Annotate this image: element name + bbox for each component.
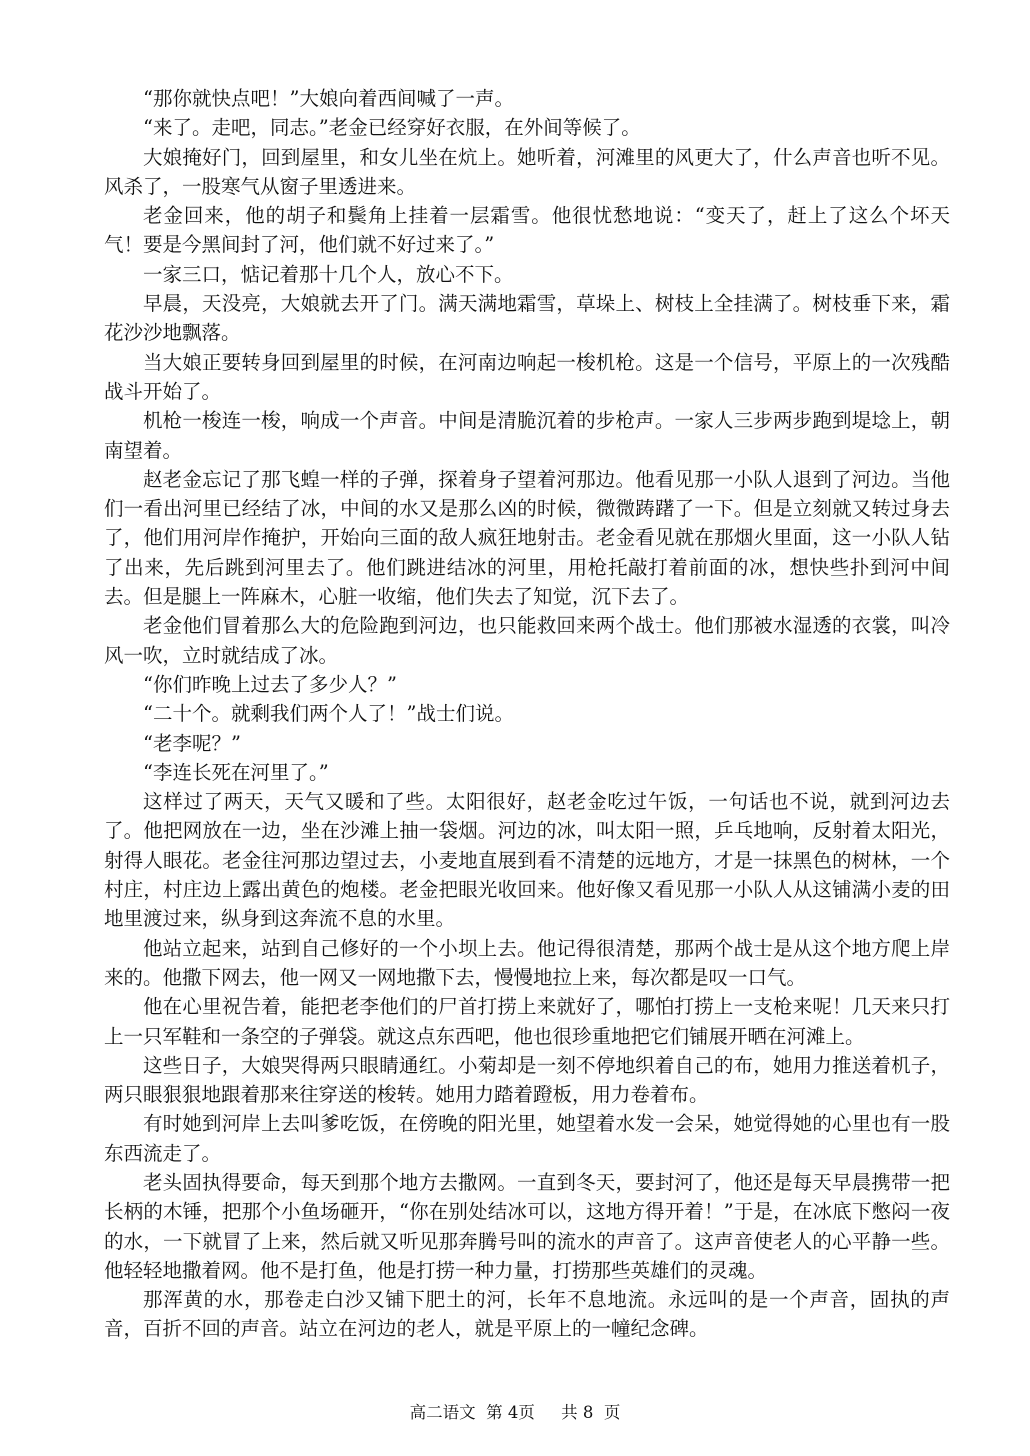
paragraph: 老金他们冒着那么大的危险跑到河边，也只能救回来两个战士。他们那被水湿透的衣裳，叫冷风一吹，立时就结成了冰。 bbox=[104, 614, 950, 667]
paragraph: 赵老金忘记了那飞蝗一样的子弹，探着身子望着河那边。他看见那一小队人退到了河边。当他们一看出河里已经结了冰，中间的水又是那么凶的时候，微微踌躇了一下。但是立刻就又转过身去了，他们用河岸作掩护，开始向三面的敌人疯狂地射击。老金看见就在那烟火里面，这一小队人钻了出来，先后跳到河里去了。他们跳进结冰的河里，用枪托敲打着前面的冰，想快些扑到河中间去。但是腿上一阵麻木，心脏一收缩，他们失去了知觉，沉下去了。 bbox=[104, 467, 950, 609]
paragraph: 他在心里祝告着，能把老李他们的尸首打捞上来就好了，哪怕打捞上一支枪来呢！几天来只打上一只军鞋和一条空的子弹袋。就这点东西吧，他也很珍重地把它们铺展开晒在河滩上。 bbox=[104, 995, 950, 1048]
paragraph: 一家三口，惦记着那十几个人，放心不下。 bbox=[143, 262, 514, 286]
paragraph: “那你就快点吧！”大娘向着西间喊了一声。 bbox=[143, 87, 514, 110]
paragraph: “老李呢？” bbox=[143, 731, 241, 755]
paragraph: 机枪一梭连一梭，响成一个声音。中间是清脆沉着的步枪声。一家人三步两步跑到堤埝上，朝南望着。 bbox=[104, 409, 950, 462]
paragraph: 这些日子，大娘哭得两只眼睛通红。小菊却是一刻不停地织着自己的布，她用力推送着机子，两只眼狠狠地跟着那来往穿送的梭转。她用力踏着蹬板，用力卷着布。 bbox=[104, 1053, 950, 1107]
paragraph: 大娘掩好门，回到屋里，和女儿坐在炕上。她听着，河滩里的风更大了，什么声音也听不见。风杀了，一股寒气从窗子里透进来。 bbox=[104, 145, 950, 198]
paragraph: 老头固执得要命，每天到那个地方去撒网。一直到冬天，要封河了，他还是每天早晨携带一把长柄的木锤，把那个小鱼场砸开，“你在别处结冰可以，这地方得开着！”于是，在冰底下憋闷一夜的水，一下就冒了上来，然后就又听见那奔腾号叫的流水的声音了。这声音使老人的心平静一些。他轻轻地撒着网。他不是打鱼，他是打捞一种力量，打捞那些英雄们的灵魂。 bbox=[104, 1170, 950, 1282]
paragraph: 这样过了两天，天气又暖和了些。太阳很好，赵老金吃过午饭，一句话也不说，就到河边去了。他把网放在一边，坐在沙滩上抽一袋烟。河边的冰，叫太阳一照，乒乓地响，反射着太阳光，射得人眼花。老金往河那边望过去，小麦地直展到看不清楚的远地方，才是一抹黑色的树林，一个村庄，村庄边上露出黄色的炮楼。老金把眼光收回来。他好像又看见那一小队人从这铺满小麦的田地里渡过来，纵身到这奔流不息的水里。 bbox=[104, 790, 950, 931]
paragraph: “二十个。就剩我们两个人了！”战士们说。 bbox=[143, 702, 514, 726]
paragraph: “来了。走吧，同志。”老金已经穿好衣服，在外间等候了。 bbox=[143, 116, 641, 140]
paragraph: 早晨，天没亮，大娘就去开了门。满天满地霜雪，草垛上、树枝上全挂满了。树枝垂下来，霜花沙沙地飘落。 bbox=[104, 292, 950, 345]
paragraph: 老金回来，他的胡子和鬓角上挂着一层霜雪。他很忧愁地说：“变天了，赶上了这么个坏天气！要是今黑间封了河，他们就不好过来了。” bbox=[104, 204, 950, 257]
paragraph: 那浑黄的水，那卷走白沙又铺下肥土的河，长年不息地流。永远叫的是一个声音，固执的声音，百折不回的声音。站立在河边的老人，就是平原上的一幢纪念碑。 bbox=[104, 1288, 950, 1341]
paragraph: “李连长死在河里了。” bbox=[143, 760, 329, 784]
paragraph: 当大娘正要转身回到屋里的时候，在河南边响起一梭机枪。这是一个信号，平原上的一次残酷战斗开始了。 bbox=[104, 350, 950, 403]
page-footer: 高二语文 第 4页 共 8 页 bbox=[409, 1403, 621, 1422]
paragraph: 他站立起来，站到自己修好的一个小坝上去。他记得很清楚，那两个战士是从这个地方爬上岸来的。他撒下网去，他一网又一网地撒下去，慢慢地拉上来，每次都是叹一口气。 bbox=[104, 936, 950, 989]
paragraph: 有时她到河岸上去叫爹吃饭，在傍晚的阳光里，她望着水发一会呆，她觉得她的心里也有一股东西流走了。 bbox=[104, 1112, 950, 1165]
article-body bbox=[104, 84, 950, 1344]
paragraph: “你们昨晚上过去了多少人？” bbox=[143, 672, 397, 696]
